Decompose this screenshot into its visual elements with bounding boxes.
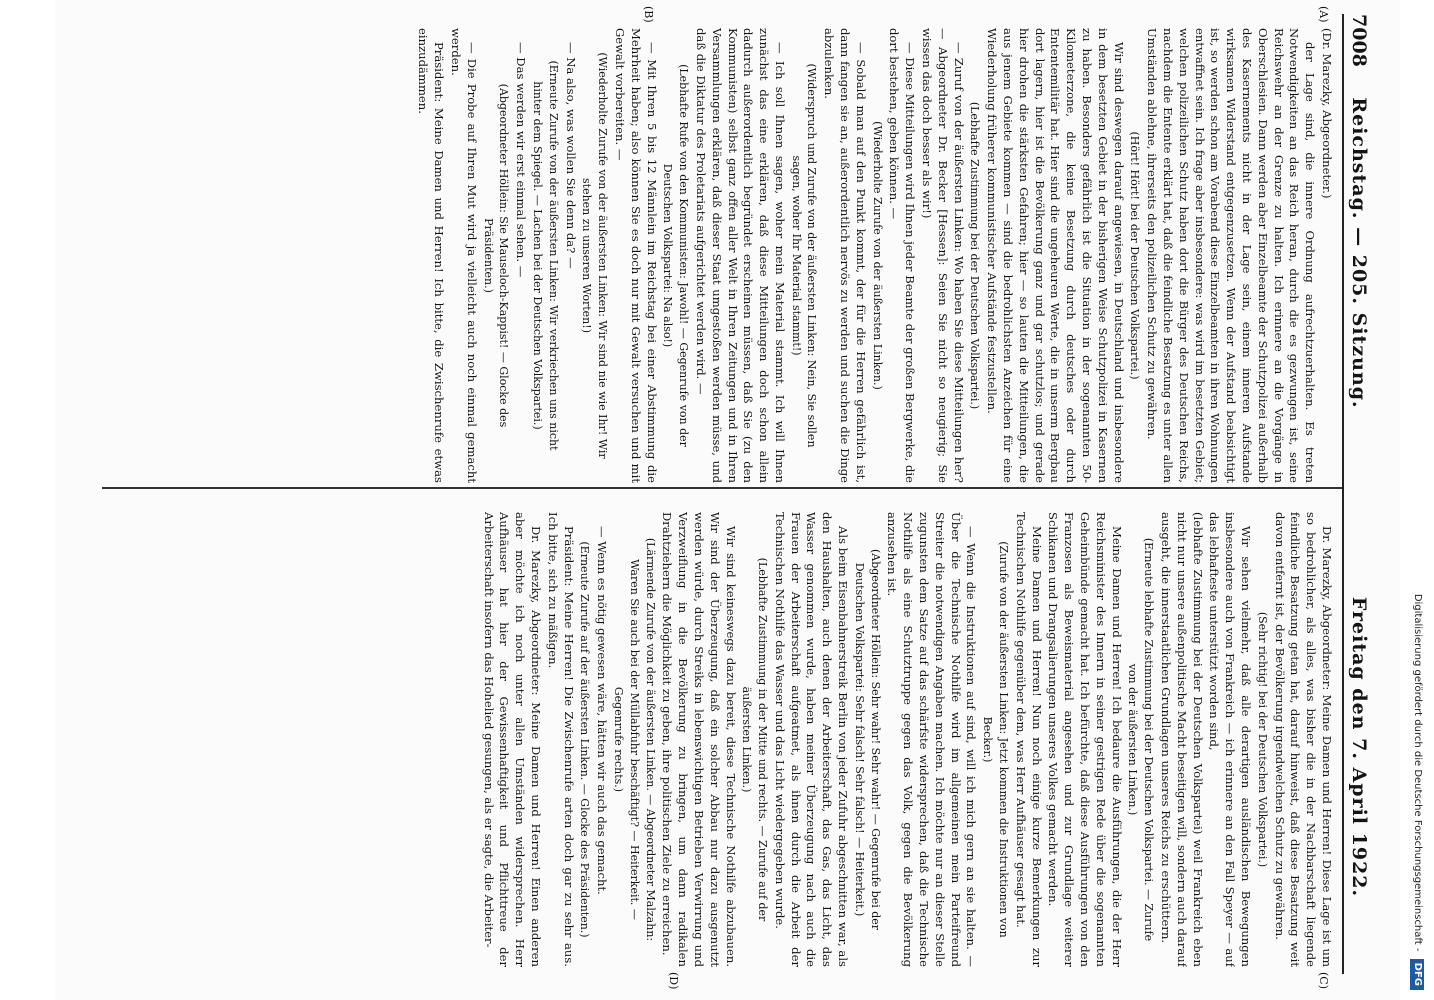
interjection-paragraph: (Lebhafte Rufe von den Kommunisten: Jawohl! — Gegenrufe von der Deutschen Volkspartei: Na also!) <box>661 64 691 447</box>
session-date: Freitag den 7. April 1922. <box>1348 596 1370 898</box>
speech-paragraph: — Diese Mitteilungen wird Ihnen jeder Beamte der großen Bergwerke, die dort bestehen, geben können. — <box>887 28 918 483</box>
page-header <box>1338 0 1396 1000</box>
speech-paragraph: der Lage sind, die innere Ordnung aufrechtzuerhalten. Es treten Notwendigkeiten an das Reich heran, durch die es gezwungen ist, seine Reichswehr an der Grenze zu halten. Ich erinnere an die Vorgänge in Oberschlesien. Dann werden aber Einzelbeamte der Schutzpolizei außerhalb des Kasernements nicht in der Lage sein, einem inneren Aufstande wirksamen Widerstand entgegenzusetzen. Wenn der Aufstand beabsichtigt ist, so werden schon am Vorabend diese Einzelbeamten in ihren Wohnungen entwaffnet sein. Ich frage aber insbesondere: was wird im besetzten Gebiet; welchen polizeilichen Schutz haben dort die Bürger des Deutschen Reichs, nachdem die Entente erklärt hat, daß die feindliche Besatzung es unter allen Umständen ablehne, ihrerseits den polizeilichen Schutz zu gewähren. <box>1145 28 1318 483</box>
interjection-paragraph: (Erneute Zurufe von der äußersten Linken: Wir verkriechen uns nicht hinter dem Spiegel. — Lachen bei der Deutschen Volkspartei.) <box>530 60 560 451</box>
header-rule <box>1342 14 1344 974</box>
interjection-paragraph: (Abgeordneter Höllein: Sehr wahr! Sehr wahr! — Gegenrufe bei der Deutschen Volkspartei: Sehr falsch! Sehr falsch! — Heiterkeit.) <box>852 548 882 931</box>
interjection-paragraph: (Lärmende Zurufe von der äußersten Linken. — Abgeordneter Malzahn: Waren Sie auch bei der Müllabfuhr beschäftigt? — Heiterkeit. — Gegenrufe rechts.) <box>611 537 657 942</box>
interjection-paragraph: (Lebhafte Zustimmung in der Mitte und rechts. — Zurufe auf der äußersten Linken.) <box>740 557 770 922</box>
speech-paragraph: (Dr. Marezky, Abgeordneter.) <box>1320 28 1334 199</box>
dfg-credit-text: Digitalisierung gefördert durch die Deutsche Forschungsgemeinschaft - <box>1412 593 1423 952</box>
interjection-paragraph: (Erneute Zurufe auf der äußersten Linken. — Glocke des Präsidenten.) <box>578 541 592 938</box>
interjection-paragraph: (Wiederholte Zurufe von der äußersten Linken: Wir sind nie wie Ihr! Wir stehen zu unseren Worten!) <box>580 52 610 459</box>
interjection-paragraph: (Wiederholte Zurufe von der äußersten Linken.) <box>870 121 884 390</box>
right-text-column <box>104 512 1334 967</box>
rotated-page <box>55 0 1400 1000</box>
speech-paragraph: Wir sind deswegen darauf angewiesen, in Deutschland und insbesondere in dem besetzten Gebiet in der bisherigen Weise Schutzpolizei in Kasernen zu haben. Besonders gefährlich ist die Situation in der sogenannten 50-Kilometerzone, die keine Besetzung durch deutsches oder durch Ententemilitär hat. Hier sind die ungeheuren Werte, die in unserm Bergbau dort lagern, hier ist die Bevölkerung ganz und gar schutzlos; und gerade hier drohen die stärksten Gefahren; hier — so lauten die Mitteilungen, die aus jenem Gebiete kommen — sind die bedrohlichsten Anzeichen für eine Wiederholung früherer kommunistischer Aufstände festzustellen. <box>985 28 1126 483</box>
margin-marker-b: (B) <box>642 6 655 23</box>
speech-paragraph: Dr. Marezky, Abgeordneter: Meine Damen und Herren! Einen anderen aber möchte ich noch unter allen Umständen widersprechen. Herr Aufhäuser hat hier der Gewissenhaftigkeit und Pflichttreue der Arbeiterschaft insofern das Hohelied gesungen, als er sagte, die Arbeiter- <box>481 512 543 967</box>
speech-paragraph: Meine Damen und Herren! Ich bedaure die Ausführungen, die der Herr Reichsminister des Innern in seiner gestrigen Rede über die sogenannten Geheimbünde gemacht hat. Ich befürchte, daß diese Ausführungen von den Franzosen als Beweismaterial angesehen und zur Grundlage weiterer Schikanen und Drangsalierungen unseres Volkes gemacht werden. <box>1046 512 1124 967</box>
speech-paragraph: Präsident: Meine Herren! Die Zwischenrufe arten doch gar zu sehr aus. Ich bitte, sich zu mäßigen. <box>545 512 576 967</box>
speech-paragraph: — Die Probe auf Ihren Mut wird ja vielleicht auch noch einmal gemacht werden. <box>448 28 479 483</box>
interjection-paragraph: (Sehr richtig! bei der Deutschen Volkspartei.) <box>1255 611 1269 868</box>
speech-paragraph: Meine Damen und Herren! Nun noch einige kurze Bemerkungen zur Technischen Nothilfe gegenüber dem, was Herr Aufhäuser gesagt hat. <box>1013 512 1044 967</box>
session-title: Reichstag. — 205. Sitzung. <box>1348 97 1370 409</box>
speech-paragraph: — Das werden wir erst einmal sehen. — <box>514 42 529 278</box>
margin-marker-d: (D) <box>667 972 680 990</box>
dfg-logo: DFG <box>1410 959 1424 990</box>
page-number: 7008 <box>1348 14 1370 67</box>
dfg-credit-stamp <box>1404 10 1430 990</box>
speech-paragraph: — Wenn es nötig gewesen wäre, hätten wir auch das gemacht. <box>595 526 610 895</box>
speech-paragraph: — Sobald man auf den Punkt kommt, der für die Herren gefährlich ist, dann fangen sie an, außerordentlich nervös zu werden und suchen die Dinge abzulenken. <box>822 28 868 483</box>
speech-paragraph: Wir sehen vielmehr, daß alle derartigen ausländischen Bewegungen insbesondere auch von Frankreich — ich erinnere an den Fall Speyer — auf das lebhafteste unterstützt worden sind, <box>1207 512 1254 967</box>
speech-paragraph: Präsident: Meine Damen und Herren! Ich bitte, die Zwischenrufe etwas einzudämmen. <box>416 28 447 483</box>
speech-paragraph: — Na also, was wollen Sie denn da? — <box>563 42 578 269</box>
interjection-paragraph: (Hört! Hört! bei der Deutschen Volkspartei.) <box>1128 131 1142 380</box>
margin-marker-a: (A) <box>1317 6 1330 23</box>
speech-paragraph: Dr. Marezky, Abgeordneter: Meine Damen und Herren! Diese Lage ist um so bedrohlicher, als alles, was bisher die in der Nachbarschaft liegende feindliche Besatzung getan hat, darauf hinweist, daß diese Besatzung weit davon entfernt ist, der Bevölkerung irgendwelchen Schutz zu gewähren. <box>1272 512 1334 967</box>
speech-paragraph: Als beim Eisenbahnerstreik Berlin von jeder Zufuhr abgeschnitten war, als den Haushalten, auch denen der Arbeiterschaft, das Gas, das Licht, das Wasser genommen wurde, haben meiner Überzeugung nach auch die Frauen der Arbeiterschaft aufgeatmet, als ihnen durch die Arbeit der Technischen Nothilfe das Wasser und das Licht wiedergegeben wurde. <box>772 512 851 967</box>
interjection-paragraph: (Lebhafte Zustimmung bei der Deutschen Volkspartei.) <box>968 101 982 410</box>
speech-paragraph: — Mit Ihren 5 bis 12 Männlein im Reichstag bei einer Abstimmung die Mehrheit haben; also können Sie es doch nur mit Gewalt versuchen und mit Gewalt vorbereiten. — <box>612 28 659 483</box>
speech-paragraph: — Zuruf von der äußersten Linken: Wo haben Sie diese Mitteilungen her? — Abgeordneter Dr. Becker [Hessen]: Seien Sie nicht so neugierig; Sie wissen das doch besser als wir!) <box>920 28 966 483</box>
interjection-paragraph: (Erneute lebhafte Zustimmung bei der Deutschen Volkspartei. — Zurufe von der äußersten Linken.) <box>1126 537 1156 942</box>
speech-paragraph: — Ich soll Ihnen sagen, woher mein Material stammt. Ich will Ihnen zunächst das eine erklären, daß diese Mitteilungen doch schon allein dadurch außerordentlich begründet erscheinen müssen, daß Sie (zu den Kommunisten) selbst ganz offen aller Welt in Ihren Zeitungen und in Ihren Versammlungen erklären, daß dieser Staat umgestoßen werden müsse, und daß die Diktatur des Proletariats aufgerichtet werden wird. — <box>693 28 787 483</box>
interjection-paragraph: (Abgeordneter Höllein: Sie Mauseloch-Kappist! — Glocke des Präsidenten.) <box>481 83 511 428</box>
column-divider <box>102 487 1342 489</box>
speech-paragraph: (lebhafte Zustimmung bei der Deutschen Volkspartei) weil Frankreich eben nicht nur unsere außenpolitische Macht beseitigen will, sondern auch darauf ausgeht, die innerstaatlichen Grundlagen unseres Reichs zu erschüttern. <box>1159 512 1205 967</box>
margin-marker-c: (C) <box>1317 972 1330 989</box>
interjection-paragraph: (Widerspruch und Zurufe von der äußersten Linken: Nein, Sie sollen sagen, woher Ihr Material stammt!) <box>789 63 819 448</box>
speech-paragraph: Wir sind keineswegs dazu bereit, diese Technische Nothilfe abzubauen. Wir sind der Überzeugung, daß ein solcher Abbau nur dazu ausgenutzt werden würde, durch Streiks in lebenswichtigen Betrieben Verwirrung und Verzweiflung in die Bevölkerung zu bringen, um dann radikalen Drahtziehern die Möglichkeit zu geben, ihre politischen Ziele zu erreichen. <box>660 512 738 967</box>
speech-paragraph: — Wenn die Instruktionen auf sind, will ich mich gern an sie halten. — Über die Technische Nothilfe wird im allgemeinen mein Parteifreund Streiter die notwendigen Angaben machen. Ich möchte nur an dieser Stelle zugunsten dem Satze auf das schärfste widersprechen, daß die Technische Nothilfe als eine Schutztruppe gegen das Volk, gegen die Bevölkerung anzusehen ist. <box>885 512 979 967</box>
interjection-paragraph: (Zurufe von der äußersten Linken: Jetzt kommen die Instruktionen von Becker.) <box>981 541 1011 938</box>
left-text-column <box>104 28 1334 483</box>
